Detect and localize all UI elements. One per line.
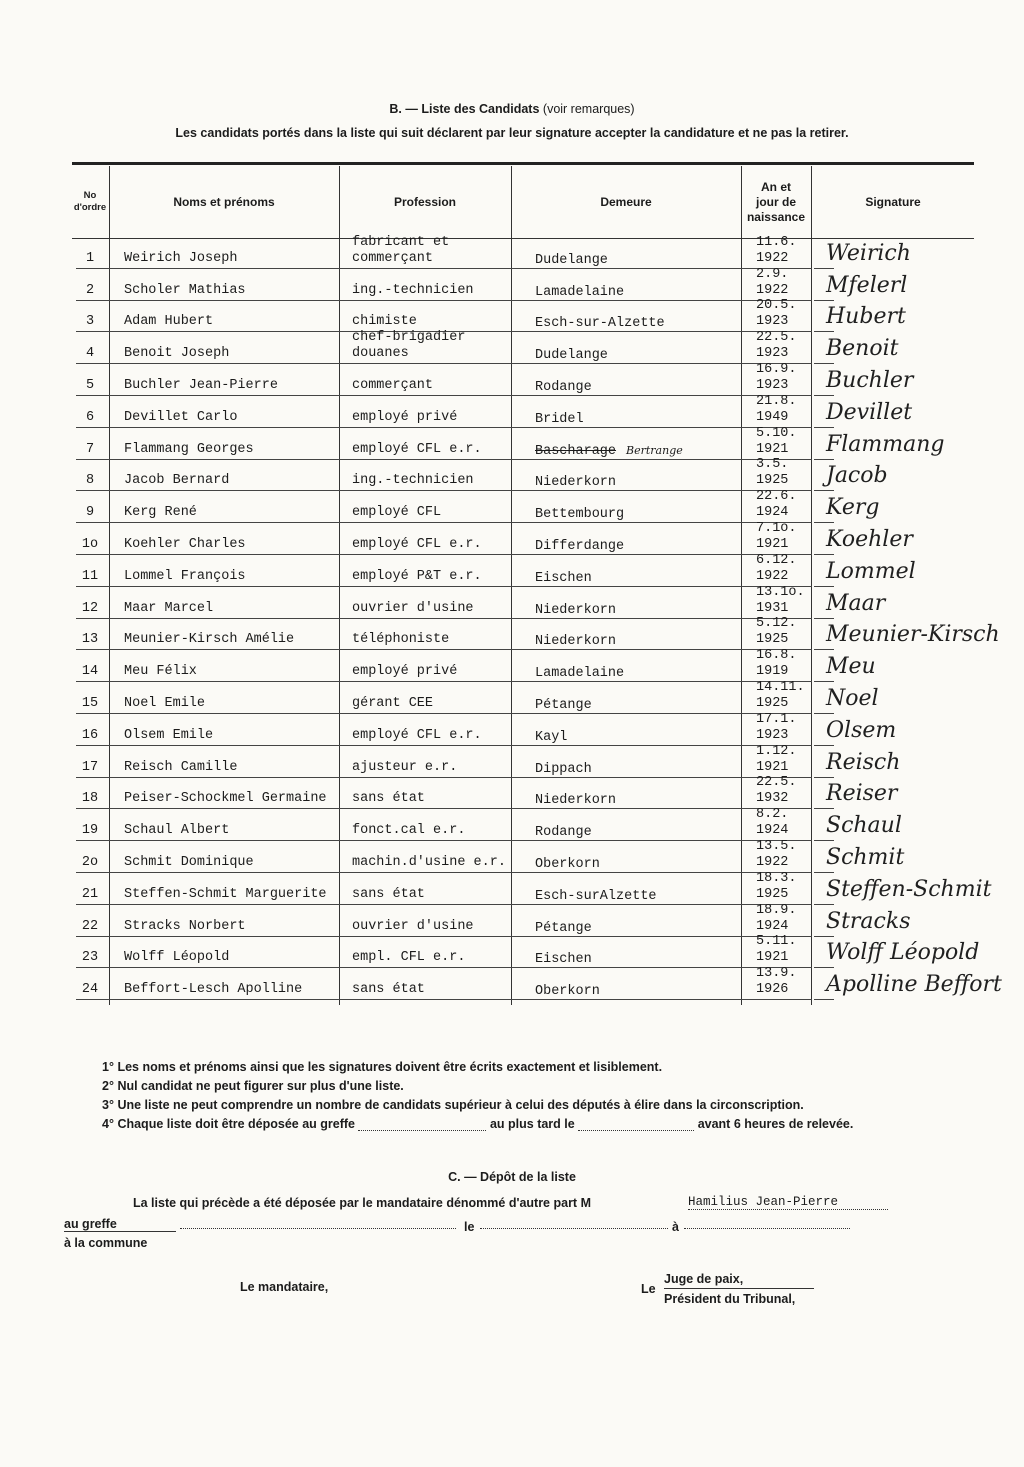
row-number: 5 [85, 378, 95, 393]
row-number: 8 [85, 473, 95, 489]
row-number: 2o [81, 855, 99, 870]
birth-year: 1923 [756, 346, 789, 362]
section-b-intro: Les candidats portés dans la liste qui suit déclarent par leur signature accepter la candidature et ne pas la retirer. [175, 126, 849, 140]
signature: Stracks [826, 908, 911, 934]
candidate-name: Noel Emile [124, 696, 206, 711]
birth-year: 1922 [756, 568, 789, 584]
birth-day: 5.12. [756, 616, 797, 632]
birth-year: 1922 [756, 250, 789, 266]
birth-year: 1925 [756, 473, 789, 489]
header-noms: Noms et prénoms [173, 194, 275, 209]
signature: Weirich [826, 240, 911, 266]
candidate-name: Meunier-Kirsch Amélie [124, 632, 295, 648]
birth-day: 13.5. [756, 839, 797, 854]
birth-day: 16.8. [756, 648, 797, 664]
row-number: 24 [81, 982, 99, 998]
residence: Niederkorn [535, 475, 617, 491]
birth-year: 1926 [756, 982, 789, 998]
profession: ing.-technicien [352, 473, 474, 489]
profession: ing.-technicien [352, 282, 474, 298]
profession: fonct.cal e.r. [352, 823, 466, 839]
row-number: 3 [85, 314, 95, 330]
birth-day: 14.11. [756, 680, 805, 695]
signature: Meu [826, 654, 876, 680]
commune-field [180, 1228, 456, 1229]
candidate-name: Schaul Albert [124, 823, 230, 839]
signature: Koehler [826, 527, 913, 552]
section-c-title: C. — Dépôt de la liste [448, 1170, 576, 1184]
header-naissance: An et jour de naissance [746, 179, 806, 224]
residence: Rodange [535, 825, 592, 841]
residence: Eischen [535, 570, 592, 586]
residence: Pétange [535, 920, 592, 936]
birth-day: 22.5. [756, 330, 797, 346]
birth-day: 6.12. [756, 552, 797, 568]
label-le: le [464, 1220, 475, 1234]
candidate-name: Benoit Joseph [124, 346, 230, 362]
signature: Lommel [826, 558, 916, 584]
residence: Lamadelaine [535, 284, 625, 300]
signature: Steffen-Schmit [826, 876, 992, 902]
president-tribunal: Président du Tribunal, [664, 1292, 796, 1306]
profession-line: douanes [352, 346, 409, 362]
greffe-commune-separator [64, 1231, 176, 1232]
header-no-ordre: No d'ordre [73, 190, 107, 213]
birth-year: 1921 [756, 441, 789, 457]
residence: Dudelange [535, 252, 608, 268]
place-field [684, 1228, 850, 1229]
remark-1: 1° Les noms et prénoms ainsi que les signatures doivent être écrits exactement et lisiblement. [102, 1060, 663, 1074]
profession: employé privé [352, 409, 458, 425]
residence: Bettembourg [535, 507, 625, 523]
candidate-name: Koehler Charles [124, 537, 246, 552]
section-c-line1: La liste qui précède a été déposée par le mandataire dénommé d'autre part M [133, 1196, 591, 1210]
signature: Buchler [826, 368, 914, 393]
label-a: à [672, 1220, 679, 1234]
signature: Maar [826, 590, 886, 616]
residence-struck: Bascharage [535, 443, 617, 459]
birth-day: 18.9. [756, 902, 797, 918]
candidate-name: Devillet Carlo [124, 409, 238, 425]
row-number: 1 [85, 250, 95, 266]
candidate-name: Olsem Emile [124, 727, 214, 743]
row-number: 1o [81, 537, 99, 552]
row-number: 11 [81, 568, 99, 584]
birth-year: 1925 [756, 632, 789, 648]
profession: sans état [352, 982, 425, 998]
candidate-name: Maar Marcel [124, 600, 214, 616]
le-prefix: Le [641, 1282, 656, 1296]
profession-line: fabricant et [352, 234, 450, 250]
signature: Meunier-Kirsch [826, 622, 1000, 648]
juge-de-paix: Juge de paix, [664, 1272, 744, 1286]
signature: Mfelerl [826, 272, 908, 298]
profession: sans état [352, 886, 425, 902]
signature: Noel [826, 686, 879, 711]
birth-year: 1924 [756, 505, 789, 521]
birth-year: 1931 [756, 600, 789, 616]
residence: Niederkorn [535, 602, 617, 618]
profession: commerçant [352, 378, 434, 393]
signature: Kerg [826, 495, 880, 521]
row-number: 12 [81, 600, 99, 616]
birth-year: 1923 [756, 314, 789, 330]
residence [535, 444, 683, 459]
candidate-name: Wolff Léopold [124, 950, 230, 966]
label-a-la-commune: à la commune [64, 1236, 148, 1250]
birth-day: 5.11. [756, 934, 797, 950]
candidate-name: Steffen-Schmit Marguerite [124, 886, 327, 902]
profession: chimiste [352, 314, 417, 330]
signature: Schmit [826, 845, 905, 870]
birth-day: 22.5. [756, 775, 797, 791]
remark-3: 3° Une liste ne peut comprendre un nombre de candidats supérieur à celui des députés à élire dans la circonscription. [102, 1098, 804, 1112]
birth-year: 1919 [756, 664, 789, 680]
birth-day: 13.9. [756, 966, 797, 982]
birth-day: 18.3. [756, 870, 797, 886]
candidate-name: Meu Félix [124, 664, 197, 680]
row-number: 4 [85, 346, 95, 362]
candidate-name: Peiser-Schockmel Germaine [124, 791, 327, 807]
birth-day: 17.1. [756, 711, 797, 727]
candidate-name: Flammang Georges [124, 441, 254, 457]
header-signature: Signature [865, 194, 921, 209]
remark-2: 2° Nul candidat ne peut figurer sur plus d'une liste. [102, 1079, 404, 1093]
row-number: 13 [81, 632, 99, 648]
residence: Differdange [535, 539, 625, 554]
birth-day: 1.12. [756, 743, 797, 759]
row-number: 14 [81, 664, 99, 680]
birth-day: 20.5. [756, 298, 797, 314]
birth-year: 1923 [756, 727, 789, 743]
birth-year: 1922 [756, 282, 789, 298]
profession: ouvrier d'usine [352, 600, 474, 616]
header-demeure: Demeure [600, 194, 652, 209]
birth-year: 1924 [756, 918, 789, 934]
birth-day: 8.2. [756, 807, 789, 823]
birth-day: 21.8. [756, 393, 797, 409]
birth-year: 1923 [756, 378, 789, 393]
residence: Dippach [535, 761, 592, 777]
birth-year: 1921 [756, 950, 789, 966]
candidate-name: Schmit Dominique [124, 855, 254, 870]
signature: Flammang [826, 431, 945, 457]
profession: ajusteur e.r. [352, 759, 458, 775]
candidate-name: Weirich Joseph [124, 250, 238, 266]
birth-year: 1925 [756, 696, 789, 711]
le-mandataire-label: Le mandataire, [240, 1280, 329, 1294]
row-number: 15 [81, 696, 99, 711]
residence-correction: Bertrange [626, 443, 683, 457]
signature: Devillet [826, 399, 913, 425]
row-number: 2 [85, 282, 95, 298]
birth-day: 2.9. [756, 266, 789, 282]
birth-year: 1921 [756, 759, 789, 775]
residence: Eischen [535, 952, 592, 968]
candidate-name: Stracks Norbert [124, 918, 246, 934]
row-number: 9 [85, 505, 95, 521]
signature: Jacob [826, 463, 888, 489]
birth-day: 22.6. [756, 489, 797, 505]
residence: Pétange [535, 698, 592, 713]
label-au-greffe: au greffe [64, 1217, 117, 1231]
birth-day: 11.6. [756, 234, 797, 250]
profession: employé CFL e.r. [352, 727, 482, 743]
row-number: 21 [81, 886, 99, 902]
table-top-rule [72, 162, 974, 165]
signature: Hubert [826, 304, 906, 330]
residence: Bridel [535, 411, 584, 427]
header-profession: Profession [393, 194, 456, 209]
signature: Reisch [826, 749, 901, 775]
residence: Oberkorn [535, 857, 600, 872]
date-field [480, 1228, 668, 1229]
row-number: 18 [81, 791, 99, 807]
profession: ouvrier d'usine [352, 918, 474, 934]
row-number: 19 [81, 823, 99, 839]
section-b-title: B. — Liste des Candidats (voir remarques) [389, 102, 635, 116]
profession: employé CFL e.r. [352, 441, 482, 457]
residence: Niederkorn [535, 634, 617, 650]
row-number: 16 [81, 727, 99, 743]
birth-year: 1924 [756, 823, 789, 839]
profession: machin.d'usine e.r. [352, 855, 506, 870]
profession: sans état [352, 791, 425, 807]
candidate-name: Reisch Camille [124, 759, 238, 775]
birth-year: 1925 [756, 886, 789, 902]
profession: téléphoniste [352, 632, 450, 648]
signature: Olsem [826, 717, 897, 743]
candidate-name: Scholer Mathias [124, 282, 246, 298]
residence: Lamadelaine [535, 666, 625, 682]
mandataire-name: Hamilius Jean-Pierre [688, 1195, 839, 1209]
profession-line: commerçant [352, 250, 434, 266]
candidate-name: Jacob Bernard [124, 473, 230, 489]
candidate-name: Kerg René [124, 505, 197, 521]
residence: Esch-sur-Alzette [535, 316, 665, 332]
row-number: 23 [81, 950, 99, 966]
profession: employé CFL e.r. [352, 537, 482, 552]
birth-year: 1932 [756, 791, 789, 807]
birth-day: 13.1o. [756, 584, 805, 600]
residence: Niederkorn [535, 793, 617, 809]
row-number: 6 [85, 409, 95, 425]
birth-day: 7.1o. [756, 521, 797, 536]
signature: Apolline Beffort [826, 972, 1002, 998]
row-number: 22 [81, 918, 99, 934]
profession: empl. CFL e.r. [352, 950, 466, 966]
signature: Wolff Léopold [826, 940, 980, 966]
residence: Dudelange [535, 348, 608, 364]
candidate-name: Beffort-Lesch Apolline [124, 982, 303, 998]
profession-line: chef-brigadier [352, 330, 466, 346]
signature: Reiser [826, 781, 898, 807]
residence: Esch-surAlzette [535, 888, 657, 904]
candidate-name: Buchler Jean-Pierre [124, 378, 278, 393]
birth-year: 1922 [756, 855, 789, 870]
birth-day: 5.10. [756, 425, 797, 441]
profession: employé privé [352, 664, 458, 680]
remark-4: 4° Chaque liste doit être déposée au greffe au plus tard le avant 6 heures de relevée. [102, 1117, 854, 1131]
birth-day: 16.9. [756, 362, 797, 377]
row-number: 7 [85, 441, 95, 457]
title-separator [664, 1288, 814, 1289]
profession: employé CFL [352, 505, 442, 521]
signature: Schaul [826, 813, 902, 839]
mandataire-field [688, 1192, 888, 1210]
birth-year: 1921 [756, 537, 789, 552]
residence: Kayl [535, 729, 568, 745]
row-number: 17 [81, 759, 99, 775]
candidate-name: Adam Hubert [124, 314, 214, 330]
birth-day: 3.5. [756, 457, 789, 473]
candidate-name: Lommel François [124, 568, 246, 584]
profession: employé P&T e.r. [352, 568, 482, 584]
birth-year: 1949 [756, 409, 789, 425]
profession: gérant CEE [352, 696, 434, 711]
signature: Benoit [826, 336, 899, 362]
residence: Oberkorn [535, 984, 600, 1000]
residence: Rodange [535, 380, 592, 395]
